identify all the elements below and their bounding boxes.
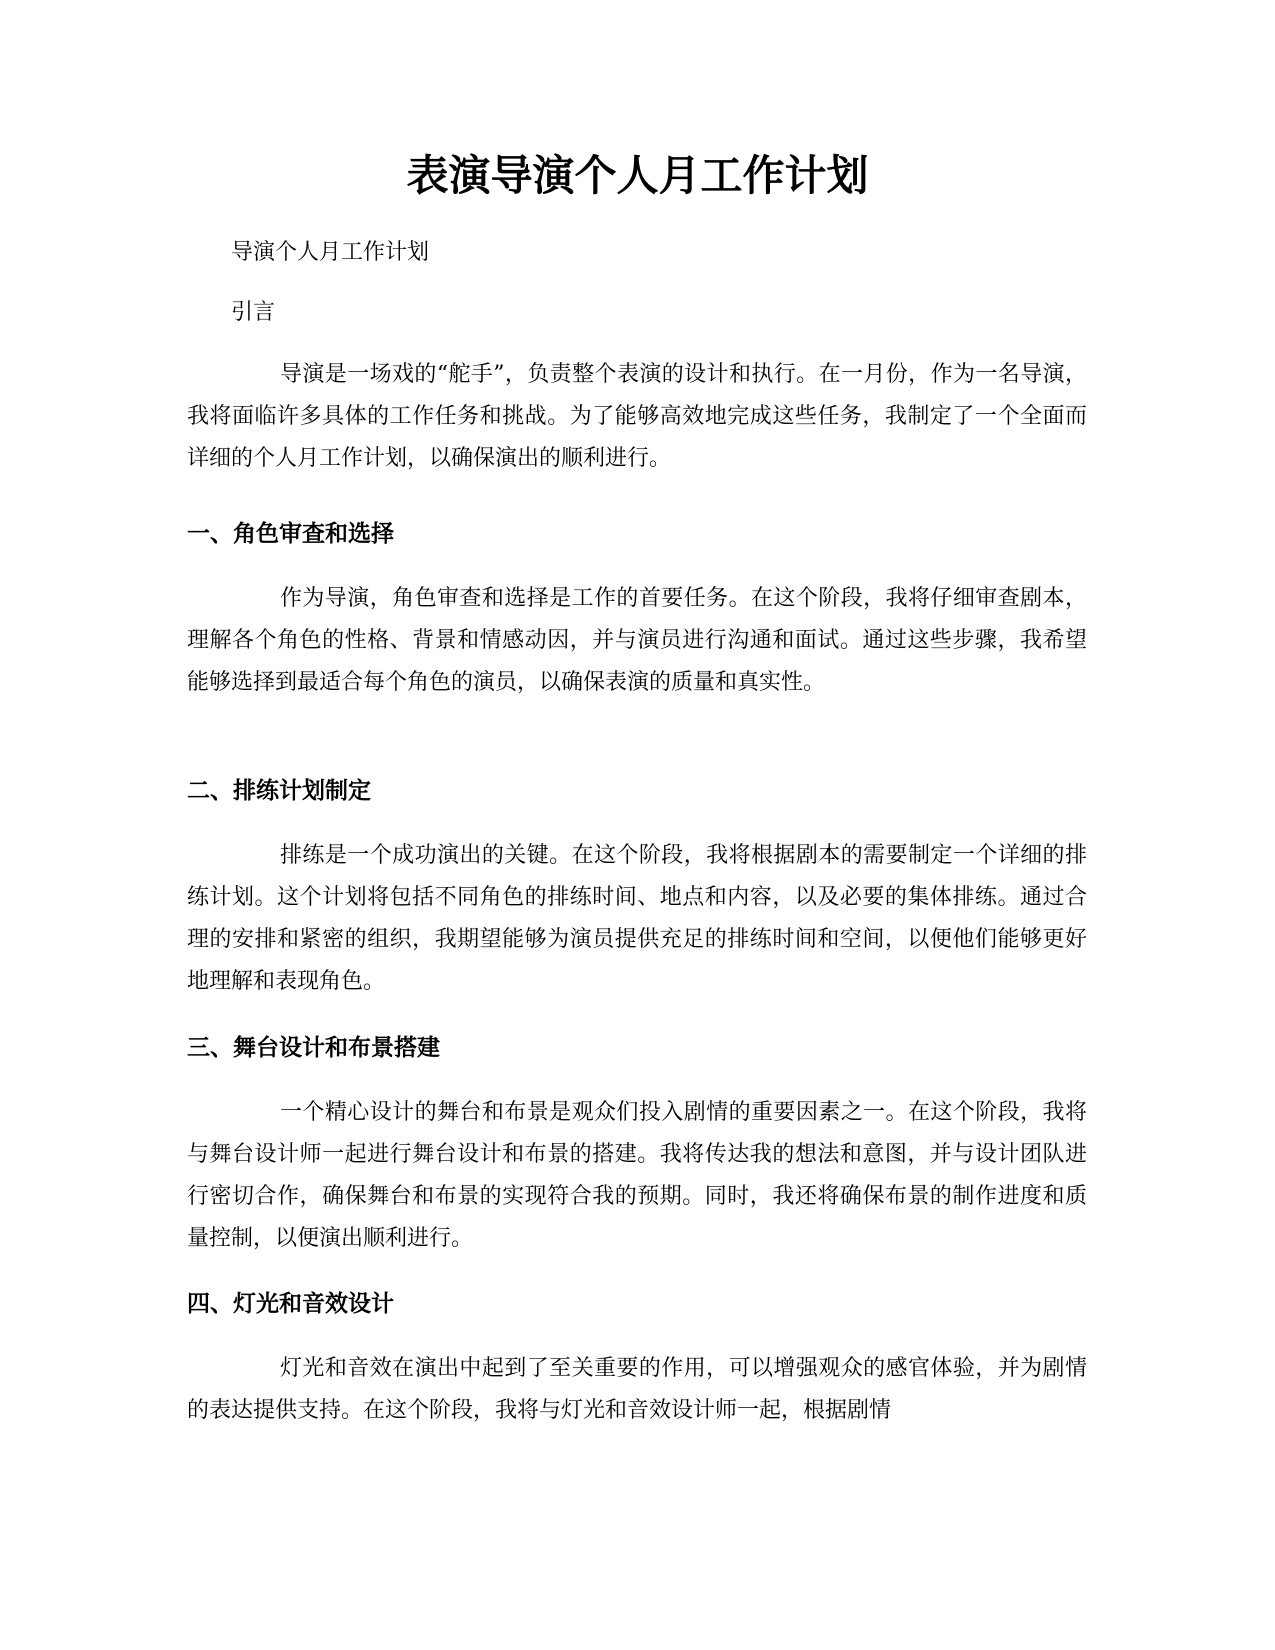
section-paragraph-2: 排练是一个成功演出的关键。在这个阶段，我将根据剧本的需要制定一个详细的排练计划。这个计划将包括不同角色的排练时间、地点和内容，以及必要的集体排练。通过合理的安排和紧密的组织，我期望能够为演员提供充足的排练时间和空间，以便他们能够更好地理解和表现角色。 <box>187 843 1087 994</box>
document-title: 表演导演个人月工作计划 <box>406 151 869 200</box>
intro-paragraph: 导演是一场戏的“舵手”，负责整个表演的设计和执行。在一月份，作为一名导演，我将面临许多具体的工作任务和挑战。为了能够高效地完成这些任务，我制定了一个全面而详细的个人月工作计划，以确保演出的顺利进行。 <box>187 362 1087 471</box>
document-subtitle: 导演个人月工作计划 <box>231 240 430 265</box>
section-heading-2: 二、排练计划制定 <box>187 778 371 804</box>
section-heading-3: 三、舞台设计和布景搭建 <box>187 1035 440 1061</box>
section-heading-1: 一、角色审查和选择 <box>187 521 394 547</box>
section-paragraph-4: 灯光和音效在演出中起到了至关重要的作用，可以增强观众的感官体验，并为剧情的表达提供支持。在这个阶段，我将与灯光和音效设计师一起，根据剧情 <box>187 1356 1087 1423</box>
section-paragraph-3: 一个精心设计的舞台和布景是观众们投入剧情的重要因素之一。在这个阶段，我将与舞台设计师一起进行舞台设计和布景的搭建。我将传达我的想法和意图，并与设计团队进行密切合作，确保舞台和布景的实现符合我的预期。同时，我还将确保布景的制作进度和质量控制，以便演出顺利进行。 <box>187 1100 1087 1251</box>
intro-label: 引言 <box>231 300 276 325</box>
section-paragraph-1: 作为导演，角色审查和选择是工作的首要任务。在这个阶段，我将仔细审查剧本，理解各个角色的性格、背景和情感动因，并与演员进行沟通和面试。通过这些步骤，我希望能够选择到最适合每个角色的演员，以确保表演的质量和真实性。 <box>187 586 1087 695</box>
section-heading-4: 四、灯光和音效设计 <box>187 1291 394 1317</box>
